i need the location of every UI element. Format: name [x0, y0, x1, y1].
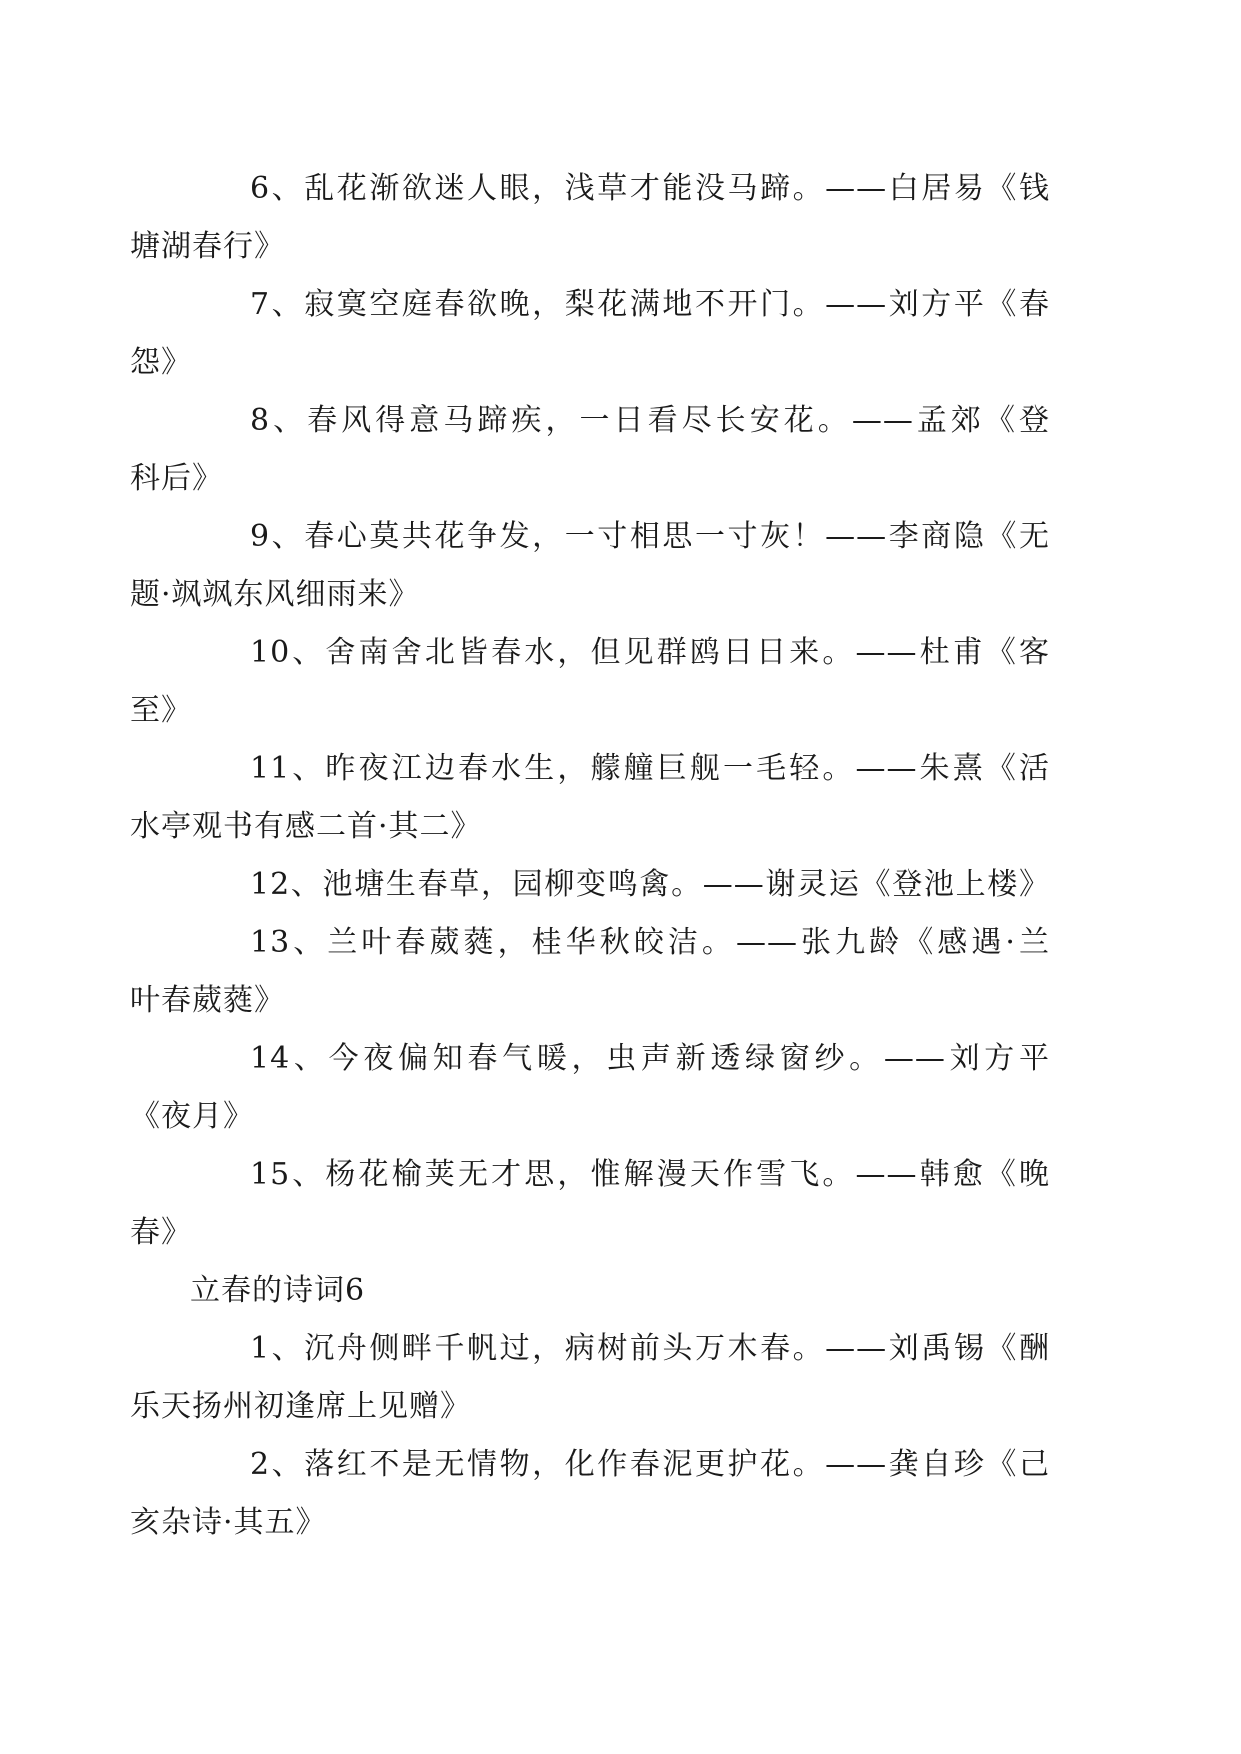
poem-line-11: [130, 740, 1050, 856]
poem-line-12: [190, 856, 1050, 914]
poem-line-continuation: 至》: [130, 693, 192, 728]
poem-line-continuation: 题·飒飒东风细雨来》: [130, 577, 420, 612]
section-poem-line-1: [130, 1320, 1050, 1436]
poem-line-text: 2、落红不是无情物，化作春泥更护花。——龚自珍《己: [250, 1447, 1050, 1482]
poem-line-8: [130, 392, 1050, 508]
poem-line-6: [130, 160, 1050, 276]
poem-line-text: 7、寂寞空庭春欲晚，梨花满地不开门。——刘方平《春: [250, 287, 1050, 322]
section-poem-line-2: [130, 1436, 1050, 1552]
poem-line-text: 9、春心莫共花争发，一寸相思一寸灰！——李商隐《无: [250, 519, 1050, 554]
poem-line-text: 14、今夜偏知春气暖，虫声新透绿窗纱。——刘方平: [250, 1041, 1050, 1076]
poem-line-text: 12、池塘生春草，园柳变鸣禽。——谢灵运《登池上楼》: [250, 867, 1050, 902]
poem-line-continuation: 水亭观书有感二首·其二》: [130, 809, 482, 844]
poem-line-text: 13、兰叶春葳蕤，桂华秋皎洁。——张九龄《感遇·兰: [250, 925, 1050, 960]
poem-line-continuation: 《夜月》: [130, 1099, 254, 1134]
poem-line-10: [130, 624, 1050, 740]
poem-line-continuation: 科后》: [130, 461, 223, 496]
poem-line-7: [130, 276, 1050, 392]
poem-line-text: 6、乱花渐欲迷人眼，浅草才能没马蹄。——白居易《钱: [250, 171, 1050, 206]
poem-line-continuation: 怨》: [130, 345, 192, 380]
document-body: [130, 160, 1050, 1552]
poem-line-text: 1、沉舟侧畔千帆过，病树前头万木春。——刘禹锡《酬: [250, 1331, 1050, 1366]
poem-line-continuation: 叶春葳蕤》: [130, 983, 285, 1018]
poem-line-continuation: 亥杂诗·其五》: [130, 1505, 327, 1540]
poem-line-13: [130, 914, 1050, 1030]
poem-line-14: [130, 1030, 1050, 1146]
poem-line-continuation: 乐天扬州初逢席上见赠》: [130, 1389, 471, 1424]
poem-line-9: [130, 508, 1050, 624]
poem-line-text: 15、杨花榆荚无才思，惟解漫天作雪飞。——韩愈《晚: [250, 1157, 1050, 1192]
poem-line-15: [130, 1146, 1050, 1262]
poem-line-continuation: 春》: [130, 1215, 192, 1250]
poem-line-text: 11、昨夜江边春水生，艨艟巨舰一毛轻。——朱熹《活: [250, 751, 1050, 786]
section-heading: 立春的诗词6: [190, 1273, 366, 1308]
poem-line-text: 8、春风得意马蹄疾，一日看尽长安花。——孟郊《登: [250, 403, 1050, 438]
poem-line-text: 10、舍南舍北皆春水，但见群鸥日日来。——杜甫《客: [250, 635, 1050, 670]
poem-line-continuation: 塘湖春行》: [130, 229, 285, 264]
